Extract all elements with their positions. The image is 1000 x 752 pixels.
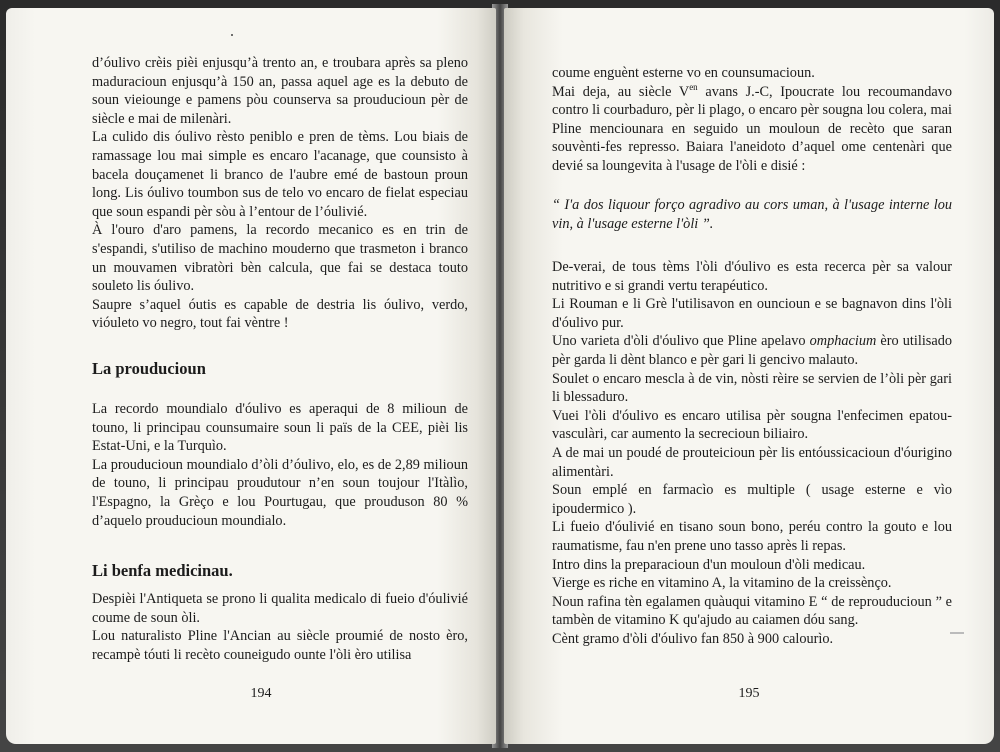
superscript: en [689, 81, 698, 92]
paragraph: Despièi l'Antiqueta se prono li qualita medicalo di fueio d'óulivié coume de soun òli. [92, 591, 468, 626]
paragraph: Soun emplé en farmacìo es multiple ( usage esterne e vìo ipoudermico ). [552, 482, 952, 517]
italic-term: omphacium [809, 333, 877, 350]
left-text-top [92, 54, 468, 333]
text-run: Uno varieta d'òli d'óulivo que Pline apelavo [552, 333, 810, 350]
paragraph: Vierge es riche en vitamino A, la vitamino de la creissènço. [552, 575, 892, 592]
left-text-middle [92, 400, 468, 530]
paragraph [552, 332, 952, 369]
text-run: èro utilisado pèr garda li dènt blanco e pèr gari li gencivo malauto. [552, 333, 952, 368]
paragraph: La prouducioun moundialo d’òli d’óulivo, elo, es de 2,89 milioun de touno, li principau proudutour n’en soun toujour l'Itàlìo, l'Espagno, la Grèço e lou Pourtugau, que prouduson 80 % d’aquelo prouducioun moundialo. [92, 456, 468, 529]
page-number: 194 [250, 686, 272, 701]
paragraph: A de mai un poudé de prouteicioun pèr lis entóussicacioun d'óurigino alimentàri. [552, 444, 952, 480]
paragraph: Vuei l'òli d'óulivo es encaro utilisa pèr sougna l'enfecimen epatou-vasculàri, car aumento la secrecioun biliairo. [552, 407, 952, 443]
paragraph: La recordo moundialo d'óulivo es aperaqui de 8 milioun de touno, li principau counsumaire soun li païs de la CEE, pièi lis Estat-Uni, e la Turquìo. [92, 401, 468, 455]
section-production [92, 360, 468, 379]
section-medicinal [92, 562, 468, 581]
ink-speck [231, 34, 233, 36]
paragraph: Soulet o encaro mescla à de vin, nòsti rèire se servien de l’òli pèr gari li blessaduro. [552, 370, 952, 406]
paragraph: Li fueio d'óulivié en tisano soun bono, peréu contro la gouto e lou raumatisme, fau n'en prene uno tasso après li repas. [552, 519, 952, 554]
paragraph: d’óulivo crèis pièi enjusqu’à trento an, e troubara après sa pleno maduracioun enjusqu’à 150 an, passa aquel age es la debuto de soun vieiounge e pamens pòu counserva sa prouducioun pèr de siècle e mai de milenàri. [92, 55, 468, 127]
left-page [6, 8, 496, 744]
page-mark [950, 632, 964, 634]
paragraph: Noun rafina tèn egalamen quàuqui vitamino E “ de reprouducioun ” e tambèn de vitamino K qu'ajudo au caiamen dóu sang. [552, 593, 952, 629]
page-number: 195 [738, 686, 760, 701]
right-text-bottom [552, 258, 952, 648]
paragraph: coume enguènt esterne vo en counsumacioun. [552, 65, 815, 81]
paragraph: Intro dins la preparacioun d'un mouloun d'òli medicau. [552, 556, 866, 573]
paragraph: Saupre s’aquel óutis es capable de destria lis óulivo, verdo, vióuleto vo negro, tout fai vèntre ! [92, 296, 468, 332]
left-text-bottom [92, 590, 468, 664]
quote-block [552, 196, 952, 233]
paragraph: Li Rouman e li Grè l'utilisavon en ouncioun e se bagnavon dins l'òli d'óulivo pur. [552, 296, 952, 331]
paragraph: La culido dis óulivo rèsto peniblo e pren de tèms. Lou biais de ramassage lou mai simple es encaro l'acanage, que counsisto à bacela douçamenet li branco de l'aubre emé de bastoun proun long. Lis óulivo toumbon sus de telo vo encaro de fielat especiau que soun espandi pèr sòu à l’entour de l’óulivié. [92, 129, 468, 220]
paragraph [552, 83, 952, 176]
paragraph: De-verai, de tous tèms l'òli d'óulivo es esta recerca pèr sa valour nutritivo e si grandi vertu terapéutico. [552, 259, 952, 294]
quotation: “ I'a dos liquour forço agradivo au cors uman, à l'usage interne lou vin, à l'usage esterne l'òli ”. [552, 197, 952, 232]
text-run: avans J.-C, Ipoucrate lou recoumandavo contro li courbaduro, pèr li plago, o encaro pèr sougna lou colera, mai Pline menciounara en seguido un mouloun de recèto que saran souvènti-fes represso. Baiara l'aneidoto d’aquel ome centenàri que devié sa loungevita à l'usage de l'òli e disié : [552, 83, 952, 174]
section-heading: Li benfa medicinau. [92, 561, 233, 580]
paragraph: À l'ouro d'aro pamens, la recordo mecanico es en trin de s'espandi, s'utiliso de machino mouderno que trasmeton i branco un mouvamen vibratòri bèn calcula, que fai se destaca touto souleto lis óulivo. [92, 222, 468, 295]
paragraph: Lou naturalisto Pline l'Ancian au siècle proumié de nosto èro, recampè tóuti li recèto couneigudo ounte l'òli èro utilisa [92, 628, 468, 663]
paragraph: Cènt gramo d'òli d'óulivo fan 850 à 900 calourìo. [552, 630, 834, 647]
text-run: Mai deja, au siècle V [552, 83, 690, 100]
right-page [504, 8, 994, 744]
section-heading: La prouducioun [92, 359, 206, 378]
right-text-top [552, 64, 952, 176]
